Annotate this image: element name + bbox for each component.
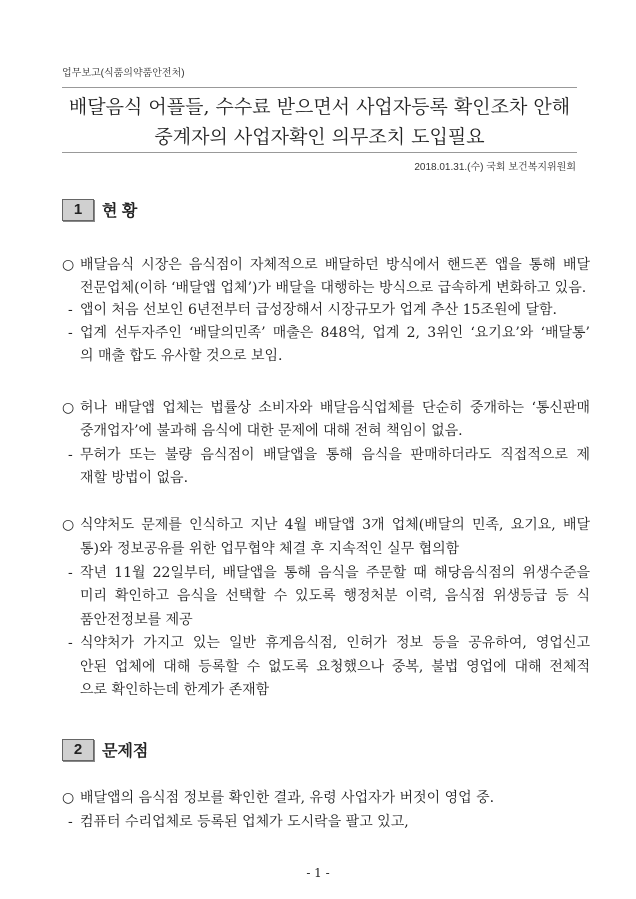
body-text-line: 식약처도 문제를 인식하고 지난 4월 배달앱 3개 업체(배달의 민족, 요기요, 배달 (80, 517, 590, 533)
body-text-line: 의 매출 합도 유사할 것으로 보임. (80, 348, 283, 364)
body-text-line: 무허가 또는 불량 음식점이 배달앱을 통해 음식을 판매하더라도 직접적으로 제 (80, 447, 590, 463)
page-title-line-1: 배달음식 어플들, 수수료 받으면서 사업자등록 확인조차 안해 (68, 96, 571, 118)
body-text-line: 컴퓨터 수리업체로 등록된 업체가 도시락을 팔고 있고, (80, 814, 409, 830)
dash-bullet-icon: - (68, 447, 73, 463)
dash-bullet-icon: - (68, 814, 73, 830)
body-text-line: 품안전정보를 제공 (80, 612, 193, 628)
circle-bullet-icon: ○ (62, 790, 75, 806)
section-number: 1 (62, 199, 94, 221)
body-text-line: 앱이 처음 선보인 6년전부터 급성장해서 시장규모가 업계 추산 15조원에 달함. (80, 302, 557, 318)
body-text-line: 식약처가 가지고 있는 일반 휴게음식점, 인허가 정보 등을 공유하여, 영업신고 (80, 635, 590, 651)
body-text-line: 업계 선두자주인 ‘배달의민족’ 매출은 848억, 업계 2, 3위인 ‘요기요’와 ‘배달통’ (80, 325, 590, 341)
report-header: 업무보고(식품의약품안전처) (62, 68, 185, 79)
body-text-line: 배달앱의 음식점 정보를 확인한 결과, 유령 사업자가 버젓이 영업 중. (80, 790, 495, 806)
dash-bullet-icon: - (68, 302, 73, 318)
section-number: 2 (62, 739, 94, 761)
body-text-line: 미리 확인하고 음식을 선택할 수 있도록 행정처분 이력, 음식점 위생등급 등 식 (80, 588, 590, 604)
circle-bullet-icon: ○ (62, 257, 75, 273)
divider (62, 87, 577, 88)
page-number: - 1 - (306, 866, 330, 880)
body-text-line: 전문업체(이하 ‘배달앱 업체’)가 배달을 대행하는 방식으로 급속하게 변화하고 있음. (80, 280, 587, 296)
dash-bullet-icon: - (68, 325, 73, 341)
dash-bullet-icon: - (68, 565, 73, 581)
body-text-line: 안된 업체에 대해 등록할 수 없도록 요청했으나 중복, 불법 영업에 대해 전체적 (80, 659, 590, 675)
circle-bullet-icon: ○ (62, 400, 75, 416)
section-heading-2 (62, 738, 148, 761)
date-committee: 2018.01.31.(수) 국회 보건복지위원회 (414, 162, 576, 173)
dash-bullet-icon: - (68, 635, 73, 651)
circle-bullet-icon: ○ (62, 517, 75, 533)
body-text-line: 배달음식 시장은 음식점이 자체적으로 배달하던 방식에서 핸드폰 앱을 통해 배달 (80, 257, 590, 273)
body-text-line: 중개업자’에 불과해 음식에 대한 문제에 대해 전혀 책임이 없음. (80, 423, 463, 439)
body-text-line: 으로 확인하는데 한계가 존재함 (80, 682, 270, 698)
page-title-line-2: 중계자의 사업자확인 의무조치 도입필요 (154, 126, 485, 148)
body-text-line: 허나 배달앱 업체는 법률상 소비자와 배달음식업체를 단순히 중개하는 ‘통신판매 (80, 400, 590, 416)
section-heading-1 (62, 198, 137, 221)
section-title: 현 황 (102, 203, 138, 220)
divider (62, 152, 577, 153)
body-text-line: 재할 방법이 없음. (80, 470, 189, 486)
body-text-line: 통)와 정보공유를 위한 업무협약 체결 후 지속적인 실무 협의함 (80, 541, 460, 557)
section-title: 문제점 (102, 743, 149, 760)
body-text-line: 작년 11월 22일부터, 배달앱을 통해 음식을 주문할 때 해당음식점의 위생수준을 (80, 565, 590, 581)
